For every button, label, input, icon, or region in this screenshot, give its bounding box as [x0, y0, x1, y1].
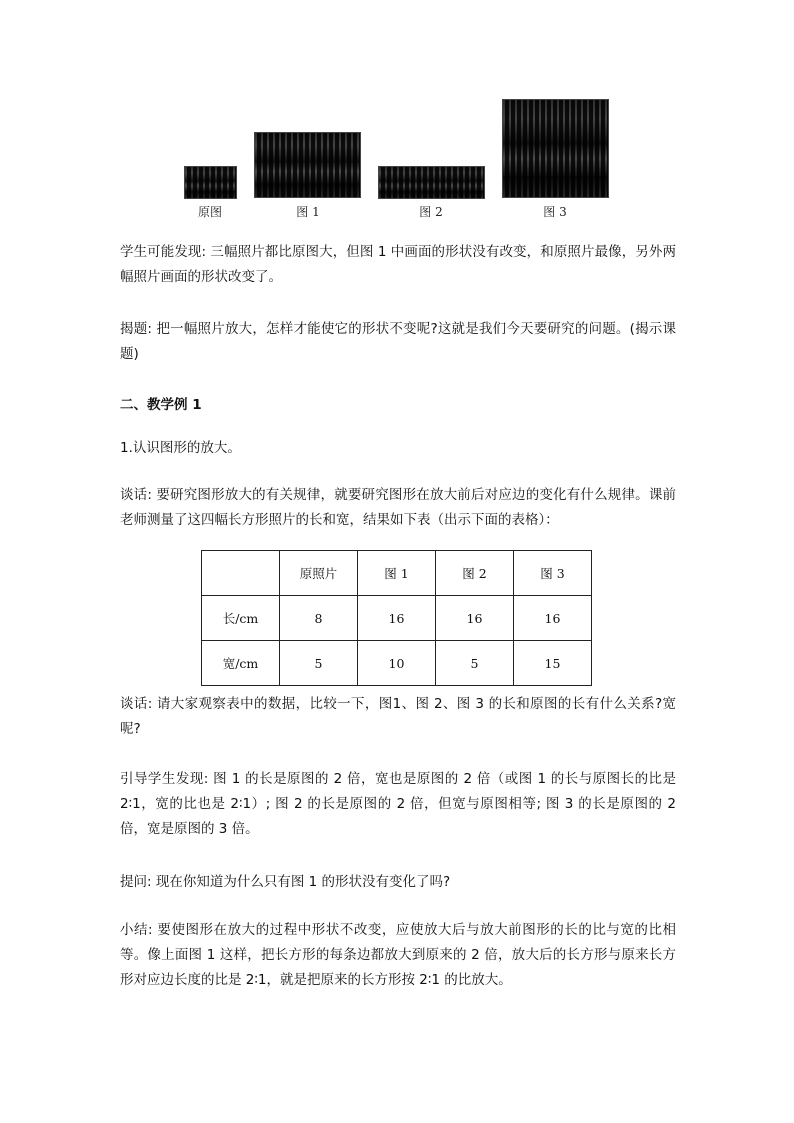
table-cell: 16: [358, 596, 436, 641]
table-header-row: [202, 551, 592, 596]
table-cell: 8: [280, 596, 358, 641]
measurement-table: [201, 550, 592, 686]
caption-original: 原图: [197, 205, 222, 219]
paragraph-guide-findings: 引导学生发现: 图 1 的长是原图的 2 倍，宽也是原图的 2 倍（或图 1 的长与原图长的比是 2∶1，宽的比也是 2∶1）; 图 2 的长是原图的 2 倍，但宽与原图相等; 图 3 的长是原图的 2 倍，宽是原图的 3 倍。: [120, 771, 676, 837]
table-cell: 图 2: [436, 551, 514, 596]
table-cell: 原照片: [280, 551, 358, 596]
sub-heading: 1.认识图形的放大。: [120, 440, 241, 456]
photo-original: [184, 166, 237, 199]
paragraph-talk-compare: 谈话: 请大家观察表中的数据，比较一下，图1、图 2、图 3 的长和原图的长有什么关系?宽呢?: [120, 696, 676, 737]
caption-figure-2: 图 2: [419, 205, 443, 219]
table-cell: 宽/cm: [202, 641, 280, 686]
table-cell: 图 3: [514, 551, 592, 596]
paragraph-talk-measure: 谈话: 要研究图形放大的有关规律，就要研究图形在放大前后对应边的变化有什么规律。课前老师测量了这四幅长方形照片的长和宽，结果如下表（出示下面的表格）：: [120, 487, 676, 528]
table-cell: 图 1: [358, 551, 436, 596]
table-cell: 5: [436, 641, 514, 686]
table-cell: 16: [514, 596, 592, 641]
table-row: [202, 641, 592, 686]
paragraph-question: 提问: 现在你知道为什么只有图 1 的形状没有变化了吗?: [120, 874, 451, 890]
paragraph-summary: 小结: 要使图形在放大的过程中形状不改变，应使放大后与放大前图形的长的比与宽的比相等。像上面图 1 这样，把长方形的每条边都放大到原来的 2 倍，放大后的长方形与原来长方形对应边长度的比是 2∶1，就是把原来的长方形按 2∶1 的比放大。: [120, 922, 676, 988]
table-cell: 10: [358, 641, 436, 686]
photo-figure-1: [254, 132, 361, 198]
table-cell: 长/cm: [202, 596, 280, 641]
photo-figure-3: [502, 99, 609, 198]
table-cell: [202, 551, 280, 596]
paragraph-reveal-topic: 揭题: 把一幅照片放大，怎样才能使它的形状不变呢?这就是我们今天要研究的问题。(揭示课题): [120, 321, 676, 362]
table-row: [202, 596, 592, 641]
caption-figure-3: 图 3: [543, 205, 567, 219]
table-cell: 16: [436, 596, 514, 641]
table-cell: 5: [280, 641, 358, 686]
photo-figure-2: [378, 166, 485, 199]
paragraph-student-findings: 学生可能发现: 三幅照片都比原图大，但图 1 中画面的形状没有改变，和原照片最像，另外两幅照片画面的形状改变了。: [120, 244, 676, 285]
caption-figure-1: 图 1: [296, 205, 320, 219]
table-cell: 15: [514, 641, 592, 686]
section-heading: 二、教学例 1: [120, 397, 202, 413]
